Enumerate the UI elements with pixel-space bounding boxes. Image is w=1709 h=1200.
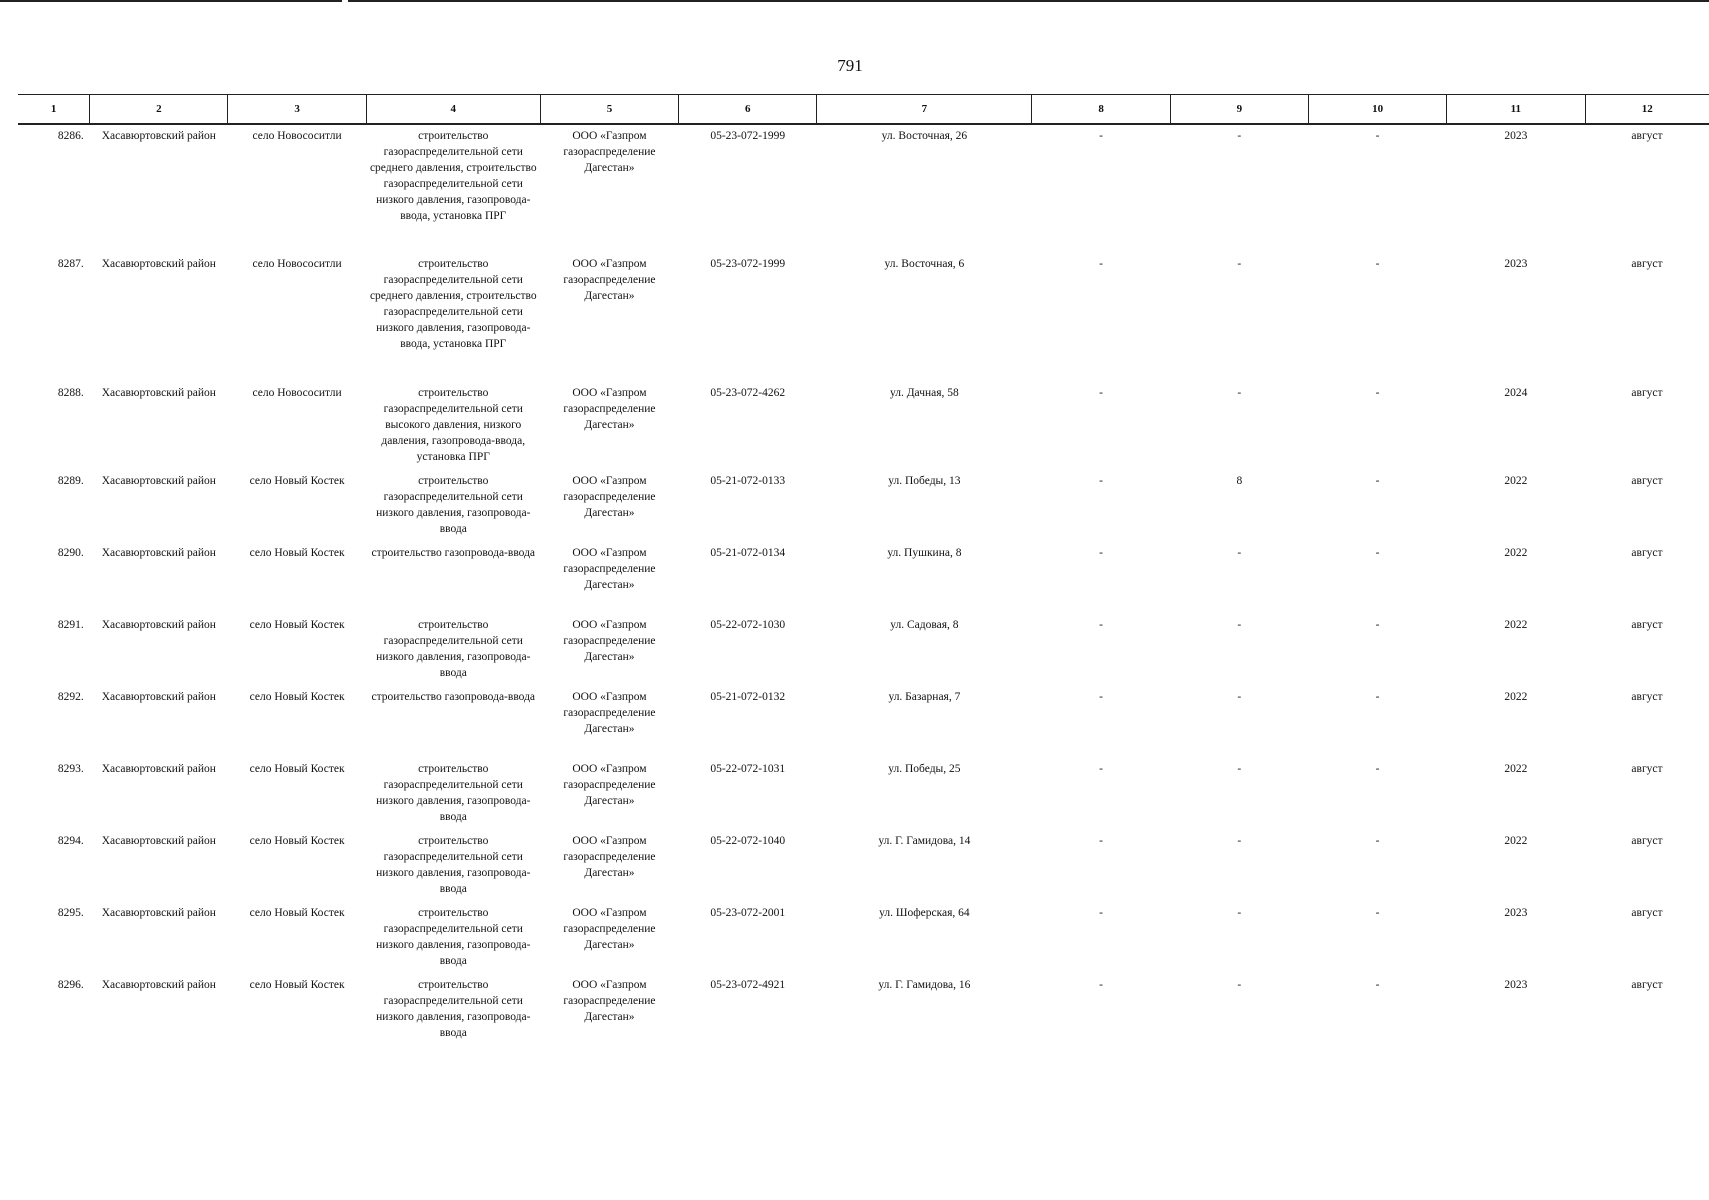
col10-cell: - [1375,979,1380,991]
col10-cell: - [1375,907,1380,919]
row-number: 8286. [57,130,84,142]
page-number: 791 [837,56,863,75]
work-description-cell: строительство газораспределительной сети высокого давления, низкого давления, газопровода-ввода, установка ПРГ [381,387,526,463]
col8-cell: - [1099,763,1103,775]
table-row [18,830,1709,902]
district-cell: Хасавюртовский район [101,691,216,703]
col10-cell: - [1375,763,1380,775]
settlement-cell: село Новососитли [252,130,342,142]
col8-cell: - [1099,387,1103,399]
row-number: 8296. [57,979,84,991]
address-cell: ул. Победы, 13 [888,475,961,487]
column-header: 3 [228,95,366,125]
column-header: 5 [540,95,678,125]
work-description-cell: строительство газопровода-ввода [371,547,536,559]
col9-cell: - [1237,258,1242,270]
col10-cell: - [1375,547,1380,559]
col9-cell: - [1237,763,1242,775]
month-cell: август [1631,130,1663,142]
code-cell: 05-22-072-1040 [710,835,786,847]
column-header: 9 [1170,95,1308,125]
settlement-cell: село Новососитли [252,387,342,399]
year-cell: 2023 [1504,130,1528,142]
table-row [18,470,1709,542]
table-row [18,382,1709,470]
year-cell: 2022 [1504,691,1528,703]
district-cell: Хасавюртовский район [101,130,216,142]
table-row [18,974,1709,1046]
year-cell: 2022 [1504,475,1528,487]
row-number: 8290. [57,547,84,559]
table-row [18,542,1709,614]
col9-cell: - [1237,691,1242,703]
row-number: 8295. [57,907,84,919]
col10-cell: - [1375,691,1380,703]
settlement-cell: село Новый Костек [249,619,345,631]
year-cell: 2022 [1504,835,1528,847]
month-cell: август [1631,619,1663,631]
year-cell: 2024 [1504,387,1528,399]
work-description-cell: строительство газопровода-ввода [371,691,536,703]
col9-cell: - [1237,835,1242,847]
column-header: 6 [679,95,817,125]
address-cell: ул. Базарная, 7 [888,691,961,703]
column-header: 7 [817,95,1032,125]
address-cell: ул. Пушкина, 8 [887,547,962,559]
settlement-cell: село Новый Костек [249,763,345,775]
col8-cell: - [1099,979,1103,991]
column-header: 10 [1308,95,1446,125]
table-row [18,253,1709,382]
organization-cell: ООО «Газпром газораспределение Дагестан» [563,387,656,431]
settlement-cell: село Новый Костек [249,547,345,559]
col9-cell: - [1237,387,1242,399]
col10-cell: - [1375,475,1380,487]
code-cell: 05-23-072-1999 [710,130,786,142]
month-cell: август [1631,475,1663,487]
column-header: 12 [1585,95,1709,125]
col8-cell: - [1099,258,1103,270]
col8-cell: - [1099,691,1103,703]
work-description-cell: строительство газораспределительной сети среднего давления, строительство газораспределительной сети низкого давления, газопровода-ввода, установка ПРГ [369,258,537,350]
col8-cell: - [1099,835,1103,847]
address-cell: ул. Г. Гамидова, 16 [878,979,971,991]
col8-cell: - [1099,619,1103,631]
address-cell: ул. Восточная, 6 [884,258,965,270]
district-cell: Хасавюртовский район [101,763,216,775]
col10-cell: - [1375,258,1380,270]
district-cell: Хасавюртовский район [101,547,216,559]
address-cell: ул. Восточная, 26 [881,130,968,142]
district-cell: Хасавюртовский район [101,258,216,270]
col9-cell: - [1237,907,1242,919]
address-cell: ул. Г. Гамидова, 14 [878,835,971,847]
code-cell: 05-23-072-4921 [710,979,786,991]
work-description-cell: строительство газораспределительной сети среднего давления, строительство газораспределительной сети низкого давления, газопровода-ввода, установка ПРГ [369,130,537,222]
register-table [18,94,1709,1046]
code-cell: 05-21-072-0132 [710,691,786,703]
organization-cell: ООО «Газпром газораспределение Дагестан» [563,979,656,1023]
col10-cell: - [1375,619,1380,631]
work-description-cell: строительство газораспределительной сети низкого давления, газопровода-ввода [376,619,531,679]
settlement-cell: село Новососитли [252,258,342,270]
row-number: 8288. [57,387,84,399]
col8-cell: - [1099,475,1103,487]
code-cell: 05-23-072-2001 [710,907,786,919]
organization-cell: ООО «Газпром газораспределение Дагестан» [563,547,656,591]
col8-cell: - [1099,547,1103,559]
month-cell: август [1631,979,1663,991]
code-cell: 05-21-072-0133 [710,475,786,487]
col9-cell: 8 [1236,475,1243,487]
row-number: 8287. [57,258,84,270]
work-description-cell: строительство газораспределительной сети низкого давления, газопровода-ввода [376,835,531,895]
settlement-cell: село Новый Костек [249,691,345,703]
year-cell: 2023 [1504,979,1528,991]
code-cell: 05-21-072-0134 [710,547,786,559]
col10-cell: - [1375,387,1380,399]
col9-cell: - [1237,619,1242,631]
settlement-cell: село Новый Костек [249,835,345,847]
code-cell: 05-23-072-4262 [710,387,786,399]
work-description-cell: строительство газораспределительной сети низкого давления, газопровода-ввода [376,979,531,1039]
row-number: 8289. [57,475,84,487]
column-header: 8 [1032,95,1170,125]
year-cell: 2022 [1504,619,1528,631]
month-cell: август [1631,387,1663,399]
top-rule [0,0,1709,2]
code-cell: 05-23-072-1999 [710,258,786,270]
district-cell: Хасавюртовский район [101,619,216,631]
work-description-cell: строительство газораспределительной сети низкого давления, газопровода-ввода [376,475,531,535]
table-row [18,902,1709,974]
district-cell: Хасавюртовский район [101,835,216,847]
address-cell: ул. Шоферская, 64 [879,907,970,919]
address-cell: ул. Дачная, 58 [889,387,959,399]
code-cell: 05-22-072-1030 [710,619,786,631]
col9-cell: - [1237,130,1242,142]
organization-cell: ООО «Газпром газораспределение Дагестан» [563,130,656,174]
year-cell: 2023 [1504,258,1528,270]
col8-cell: - [1099,130,1103,142]
column-header: 1 [18,95,90,125]
district-cell: Хасавюртовский район [101,387,216,399]
month-cell: август [1631,258,1663,270]
district-cell: Хасавюртовский район [101,907,216,919]
code-cell: 05-22-072-1031 [710,763,786,775]
table-row [18,686,1709,758]
row-number: 8294. [57,835,84,847]
table-row [18,614,1709,686]
col8-cell: - [1099,907,1103,919]
month-cell: август [1631,835,1663,847]
district-cell: Хасавюртовский район [101,979,216,991]
header-row [18,95,1709,125]
top-rule-gap [342,0,348,3]
year-cell: 2023 [1504,907,1528,919]
month-cell: август [1631,547,1663,559]
col10-cell: - [1375,130,1380,142]
table-row [18,758,1709,830]
col9-cell: - [1237,979,1242,991]
address-cell: ул. Садовая, 8 [890,619,959,631]
organization-cell: ООО «Газпром газораспределение Дагестан» [563,619,656,663]
organization-cell: ООО «Газпром газораспределение Дагестан» [563,475,656,519]
organization-cell: ООО «Газпром газораспределение Дагестан» [563,691,656,735]
row-number: 8293. [57,763,84,775]
table-row [18,124,1709,253]
organization-cell: ООО «Газпром газораспределение Дагестан» [563,907,656,951]
column-header: 2 [90,95,228,125]
month-cell: август [1631,907,1663,919]
year-cell: 2022 [1504,763,1528,775]
column-header: 4 [366,95,540,125]
organization-cell: ООО «Газпром газораспределение Дагестан» [563,258,656,302]
settlement-cell: село Новый Костек [249,907,345,919]
settlement-cell: село Новый Костек [249,475,345,487]
organization-cell: ООО «Газпром газораспределение Дагестан» [563,763,656,807]
organization-cell: ООО «Газпром газораспределение Дагестан» [563,835,656,879]
col10-cell: - [1375,835,1380,847]
work-description-cell: строительство газораспределительной сети низкого давления, газопровода-ввода [376,763,531,823]
col9-cell: - [1237,547,1242,559]
table-body [18,124,1709,1046]
settlement-cell: село Новый Костек [249,979,345,991]
month-cell: август [1631,691,1663,703]
row-number: 8292. [57,691,84,703]
year-cell: 2022 [1504,547,1528,559]
month-cell: август [1631,763,1663,775]
column-header: 11 [1447,95,1585,125]
row-number: 8291. [57,619,84,631]
work-description-cell: строительство газораспределительной сети низкого давления, газопровода-ввода [376,907,531,967]
district-cell: Хасавюртовский район [101,475,216,487]
address-cell: ул. Победы, 25 [888,763,961,775]
